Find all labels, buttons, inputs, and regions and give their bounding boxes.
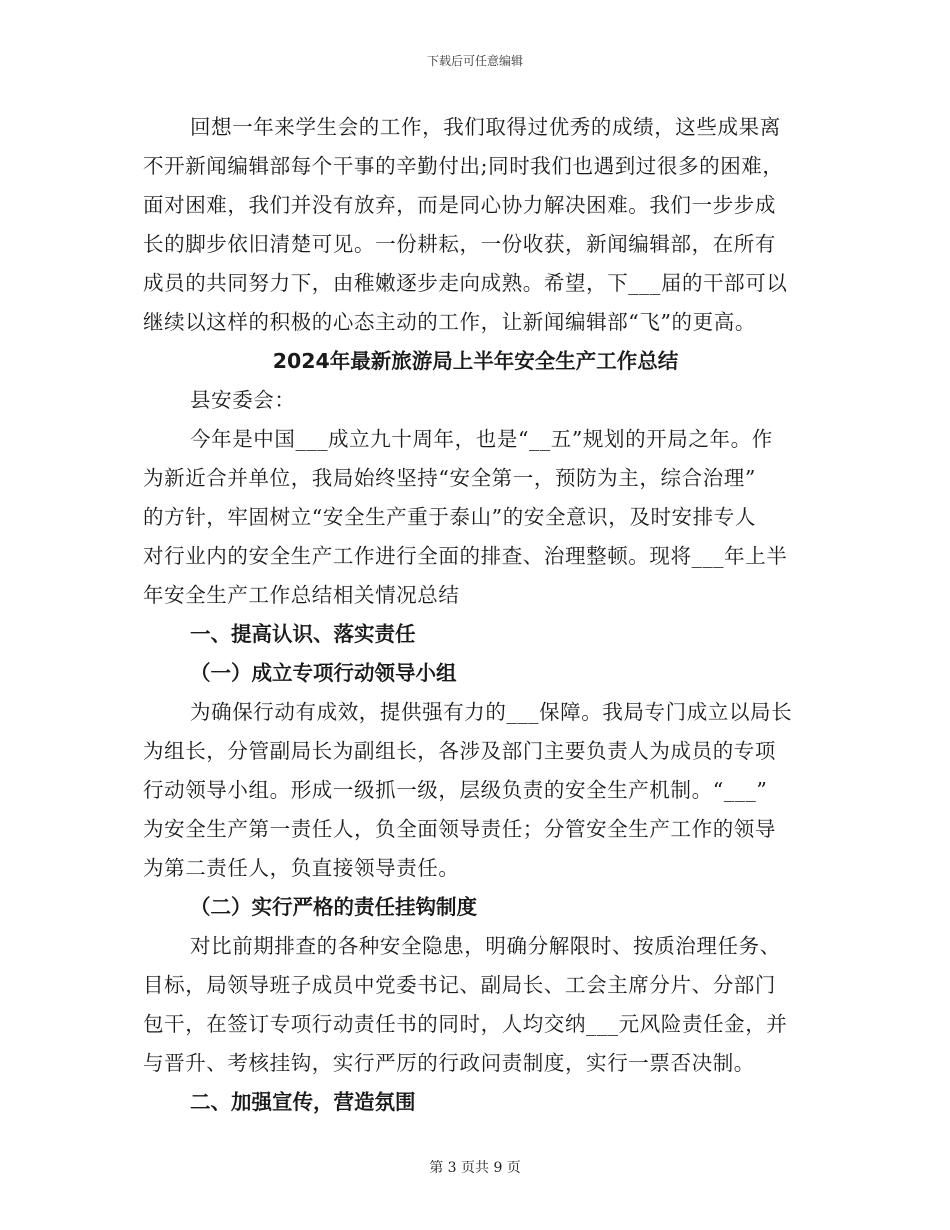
text-line: 行动领导小组。形成一级抓一级，层级负责的安全生产机制。“___”: [143, 778, 768, 802]
text-line: 面对困难，我们并没有放弃，而是同心协力解决困难。我们一步步成: [143, 193, 776, 217]
document-body: [143, 108, 808, 1122]
text-line: 不开新闻编辑部每个干事的辛勤付出;同时我们也遇到过很多的困难，: [143, 154, 784, 178]
text-line: 长的脚步依旧清楚可见。一份耕耘，一份收获，新闻编辑部，在所有: [143, 232, 776, 256]
text-line: 回想一年来学生会的工作，我们取得过优秀的成绩，这些成果离: [190, 115, 781, 139]
subsection-heading-1: （一）成立专项行动领导小组: [190, 661, 457, 685]
paragraph-4: [143, 927, 808, 1083]
salutation: 县安委会：: [190, 388, 296, 412]
text-line: 为新近合并单位，我局始终坚持“安全第一，预防为主，综合治理”: [143, 466, 756, 490]
text-line: 的方针，牢固树立“安全生产重于泰山”的安全意识，及时安排专人: [143, 505, 756, 529]
text-line: 今年是中国___成立九十周年，也是“__五”规划的开局之年。作: [190, 427, 773, 451]
section-heading-1: 一、提高认识、落实责任: [190, 622, 416, 646]
text-line: 为组长，分管副局长为副组长，各涉及部门主要负责人为成员的专项: [143, 739, 776, 763]
section-heading-2: 二、加强宣传，营造氛围: [190, 1090, 416, 1114]
text-line: 为确保行动有成效，提供强有力的___保障。我局专门成立以局长: [190, 700, 793, 724]
paragraph-2: [143, 420, 808, 615]
text-line: 目标，局领导班子成员中党委书记、副局长、工会主席分片、分部门: [143, 973, 776, 997]
text-line: 为安全生产第一责任人，负全面领导责任；分管安全生产工作的领导: [143, 817, 776, 841]
subsection-heading-2: （二）实行严格的责任挂钩制度: [190, 895, 477, 919]
paragraph-3: [143, 693, 808, 888]
text-line: 继续以这样的积极的心态主动的工作，让新闻编辑部“飞”的更高。: [143, 310, 756, 334]
text-line: 对行业内的安全生产工作进行全面的排查、治理整顿。现将___年上半: [143, 544, 788, 568]
document-title: 2024年最新旅游局上半年安全生产工作总结: [272, 349, 679, 373]
page-footer: 第 3 页共 9 页: [429, 1160, 521, 1176]
text-line: 与晋升、考核挂钩，实行严厉的行政问责制度，实行一票否决制。: [143, 1051, 755, 1075]
page-header: 下载后可任意编辑: [426, 54, 523, 68]
text-line: 为第二责任人，负直接领导责任。: [143, 856, 460, 880]
text-line: 成员的共同努力下，由稚嫩逐步走向成熟。希望，下___届的干部可以: [143, 271, 788, 295]
text-line: 对比前期排查的各种安全隐患，明确分解限时、按质治理任务、: [190, 934, 781, 958]
paragraph-1: [143, 108, 808, 342]
text-line: 包干，在签订专项行动责任书的同时，人均交纳___元风险责任金，并: [143, 1012, 788, 1036]
text-line: 年安全生产工作总结相关情况总结: [143, 583, 460, 607]
